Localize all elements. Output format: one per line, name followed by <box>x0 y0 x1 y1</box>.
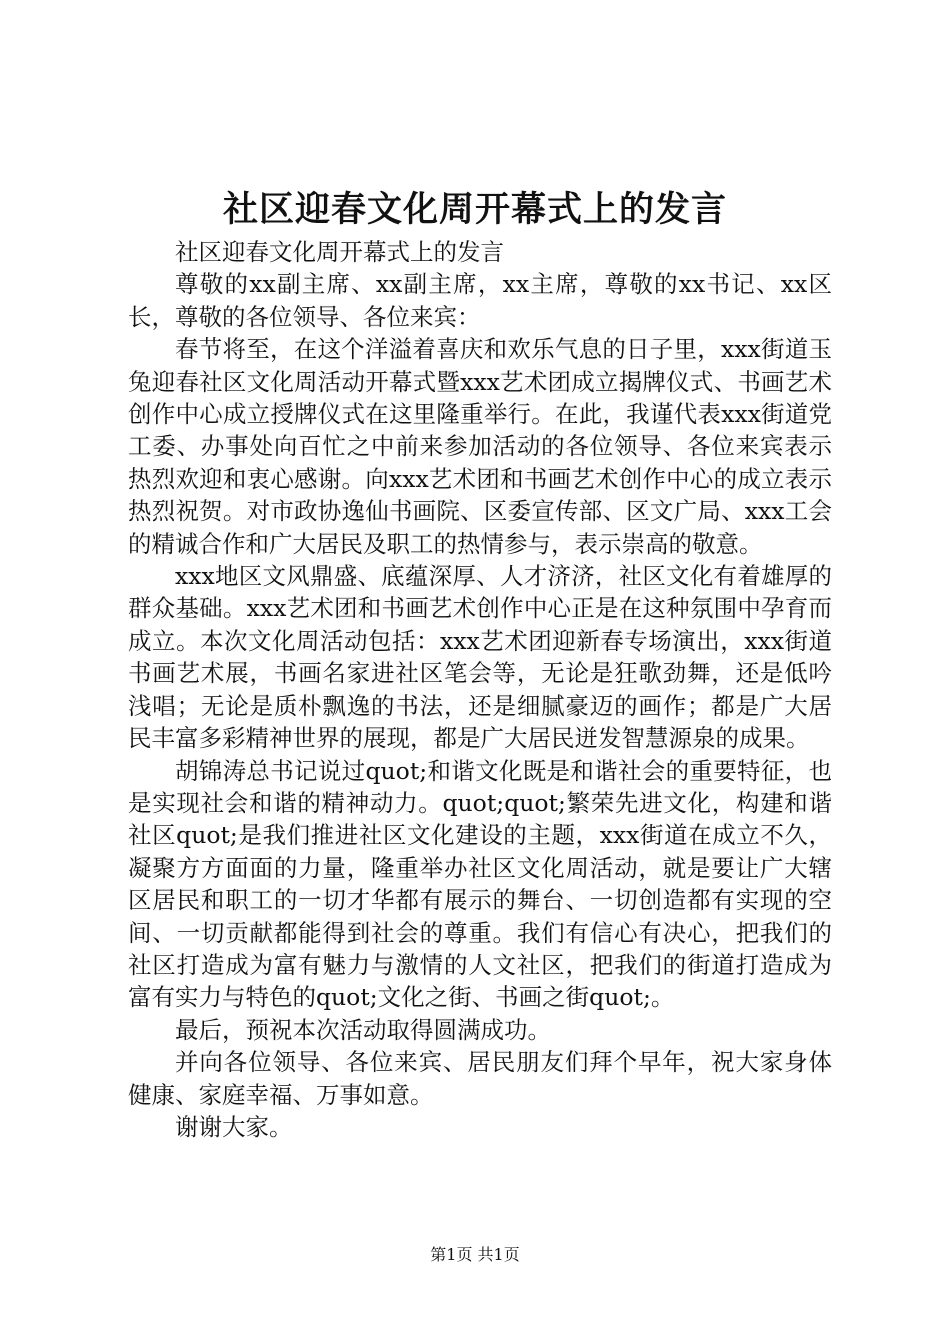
salutation-paragraph: 尊敬的xx副主席、xx副主席，xx主席，尊敬的xx书记、xx区长，尊敬的各位领导、各位来宾： <box>128 270 832 331</box>
document-subtitle: 社区迎春文化周开幕式上的发言 <box>175 238 504 266</box>
body-paragraph: 并向各位领导、各位来宾、居民朋友们拜个早年，祝大家身体健康、家庭幸福、万事如意。 <box>128 1048 832 1109</box>
body-paragraph: xxx地区文风鼎盛、底蕴深厚、人才济济，社区文化有着雄厚的群众基础。xxx艺术团和书画艺术创作中心正是在这种氛围中孕育而成立。本次文化周活动包括：xxx艺术团迎新春专场演出，xxx街道书画艺术展，书画名家进社区笔会等，无论是狂歌劲舞，还是低吟浅唱；无论是质朴飘逸的书法，还是细腻豪迈的画作；都是广大居民丰富多彩精神世界的展现，都是广大居民迸发智慧源泉的成果。 <box>128 562 832 753</box>
body-paragraph: 胡锦涛总书记说过quot;和谐文化既是和谐社会的重要特征，也是实现社会和谐的精神动力。quot;quot;繁荣先进文化，构建和谐社区quot;是我们推进社区文化建设的主题，xxx街道在成立不久，凝聚方方面面的力量，隆重举办社区文化周活动，就是要让广大辖区居民和职工的一切才华都有展示的舞台、一切创造都有实现的空间、一切贡献都能得到社会的尊重。我们有信心有决心，把我们的社区打造成为富有魅力与激情的人文社区，把我们的街道打造成为富有实力与特色的quot;文化之街、书画之街quot;。 <box>128 756 832 1012</box>
document-title: 社区迎春文化周开幕式上的发言 <box>222 189 727 230</box>
closing-paragraph: 谢谢大家。 <box>175 1112 293 1141</box>
body-paragraph: 春节将至，在这个洋溢着喜庆和欢乐气息的日子里，xxx街道玉兔迎春社区文化周活动开幕式暨xxx艺术团成立揭牌仪式、书画艺术创作中心成立授牌仪式在这里隆重举行。在此，我谨代表xxx街道党工委、办事处向百忙之中前来参加活动的各位领导、各位来宾表示热烈欢迎和衷心感谢。向xxx艺术团和书画艺术创作中心的成立表示热烈祝贺。对市政协逸仙书画院、区委宣传部、区文广局、xxx工会的精诚合作和广大居民及职工的热情参与，表示崇高的敬意。 <box>128 335 832 558</box>
page-number-footer: 第1页 共1页 <box>430 1245 520 1264</box>
document-body <box>128 236 832 1143</box>
body-paragraph: 最后，预祝本次活动取得圆满成功。 <box>175 1015 551 1044</box>
